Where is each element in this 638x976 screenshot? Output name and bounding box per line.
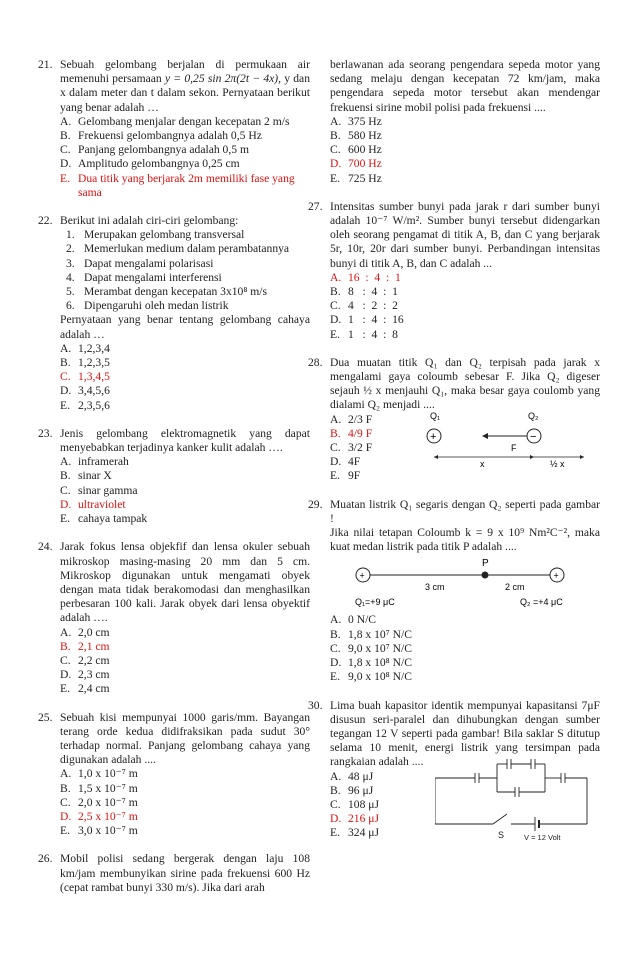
question-stem: Lima buah kapasitor identik mempunyai kapasitansi 7μF disusun seri-paralel dan dihubungkan dengan sumber tegangan 12 V seperti pada gambar! Bila saklar S ditutup selama 10 menit, energi listrik yang tersimpan pada rangkaian adalah .... bbox=[330, 698, 600, 769]
option-a[interactable]: A. 48 μJ bbox=[330, 769, 374, 783]
right-column bbox=[308, 58, 600, 856]
option-b[interactable]: B. 1,2,3,5 bbox=[60, 356, 110, 370]
option-c[interactable]: C. 2,2 cm bbox=[60, 653, 110, 667]
option-c[interactable]: C. 600 Hz bbox=[330, 143, 382, 157]
option-b-correct[interactable]: B. 2,1 cm bbox=[60, 639, 110, 653]
question-number: 22. bbox=[38, 214, 53, 228]
option-c[interactable]: C. 2,0 x 10⁻⁷ m bbox=[60, 795, 138, 809]
question-number: 24. bbox=[38, 540, 53, 554]
option-a[interactable]: A. 0 N/C bbox=[330, 613, 377, 627]
switch-s bbox=[493, 814, 507, 824]
option-d-correct[interactable]: D. 216 μJ bbox=[330, 812, 380, 826]
option-b[interactable]: B. 580 Hz bbox=[330, 129, 382, 143]
question-stem: Berikut ini adalah ciri-ciri gelombang: bbox=[60, 214, 239, 228]
option-c[interactable]: C. 9,0 x 10⁷ N/C bbox=[330, 641, 412, 655]
question-28 bbox=[308, 355, 600, 484]
option-b[interactable]: B. sinar X bbox=[60, 469, 112, 483]
option-c[interactable]: C. 3/2 F bbox=[330, 441, 373, 455]
option-e[interactable]: E. 725 Hz bbox=[330, 171, 382, 185]
list-item: 2. Memerlukan medium dalam perambatannya bbox=[66, 242, 290, 256]
question-26-continued bbox=[330, 58, 600, 186]
capacitor-circuit-diagram bbox=[435, 756, 595, 842]
left-column bbox=[38, 58, 310, 909]
question-stem: Intensitas sumber bunyi pada jarak r dari sumber bunyi adalah 10⁻⁷ W/m². Sumber bunyi tersebut didengarkan oleh seorang pengamat di titik A, B, dan C yang berjarak 5r, 10r, 20r dari sumber bunyi. Perbandingan intensitas bunyi di titik A, B, dan C adalah ... bbox=[330, 199, 600, 270]
options-list bbox=[60, 626, 310, 697]
options-list bbox=[60, 115, 310, 200]
option-b[interactable]: B. 1,8 x 10⁷ N/C bbox=[330, 627, 412, 641]
option-a[interactable]: A. inframerah bbox=[60, 455, 129, 469]
question-25 bbox=[38, 710, 310, 839]
option-a[interactable]: A. 1,0 x 10⁻⁷ m bbox=[60, 767, 138, 781]
voltage-label: V = 12 Volt bbox=[524, 832, 561, 842]
option-a[interactable]: A. Gelombang menjalar dengan kecepatan 2 m/s bbox=[60, 114, 290, 128]
option-d[interactable]: D. 4F bbox=[330, 455, 361, 469]
question-stem-continued: berlawanan ada seorang pengendara sepeda motor yang sedang melaju dengan kecepatan 72 km/jam, maka pengendara sepeda motor tersebut akan mendengar frekuensi sirine mobil polisi pada frekuensi .... bbox=[330, 58, 600, 114]
question-stem: Jenis gelombang elektromagnetik yang dapat menyebabkan terjadinya kanker kulit adalah …. bbox=[60, 426, 310, 455]
question-21 bbox=[38, 58, 310, 200]
options-list bbox=[60, 767, 310, 838]
question-stem: Muatan listrik Q₁ segaris dengan Q₂ seperti pada gambar ! bbox=[330, 497, 600, 525]
point-p-label: P bbox=[482, 558, 489, 570]
option-d[interactable]: D. 1 : 4 : 16 bbox=[330, 313, 404, 327]
list-item: 6. Dipengaruhi oleh medan listrik bbox=[66, 299, 229, 313]
plus-sign: + bbox=[430, 430, 437, 443]
question-22 bbox=[38, 214, 310, 413]
option-b-correct[interactable]: B. 4/9 F bbox=[330, 426, 373, 440]
list-item: 1. Merupakan gelombang transversal bbox=[66, 228, 245, 242]
list-item: 5. Merambat dengan kecepatan 3x10⁸ m/s bbox=[66, 285, 268, 299]
plus-sign: + bbox=[553, 570, 559, 581]
options-list bbox=[60, 455, 310, 526]
option-b[interactable]: B. 8 : 4 : 1 bbox=[330, 285, 398, 299]
option-a[interactable]: A. 2,0 cm bbox=[60, 625, 110, 639]
question-number: 29. bbox=[308, 497, 323, 511]
question-number: 28. bbox=[308, 355, 323, 369]
force-arrowhead bbox=[482, 433, 488, 439]
option-e-correct[interactable]: E. Dua titik yang berjarak 2m memiliki fase yang sama bbox=[60, 171, 295, 199]
distance-half-x-label: ½ x bbox=[550, 458, 565, 469]
option-c[interactable]: C. sinar gamma bbox=[60, 483, 138, 497]
numbered-list bbox=[60, 228, 310, 313]
question-29 bbox=[308, 497, 600, 685]
option-a[interactable]: A. 2/3 F bbox=[330, 412, 373, 426]
option-d[interactable]: D. 1,8 x 10⁸ N/C bbox=[330, 656, 412, 670]
question-number: 25. bbox=[38, 710, 53, 724]
question-23 bbox=[38, 426, 310, 526]
arrowhead bbox=[530, 455, 534, 459]
q2-label: Q₂ bbox=[528, 410, 539, 421]
arrowhead bbox=[434, 455, 438, 459]
option-e[interactable]: E. 1 : 4 : 8 bbox=[330, 327, 398, 341]
question-number: 27. bbox=[308, 199, 323, 213]
question-26 bbox=[38, 852, 310, 895]
option-e[interactable]: E. 2,3,5,6 bbox=[60, 398, 110, 412]
distance-label: 3 cm bbox=[425, 582, 445, 593]
option-e[interactable]: E. 9F bbox=[330, 469, 361, 483]
list-item: 4. Dapat mengalami interferensi bbox=[66, 270, 222, 284]
option-e[interactable]: E. 9,0 x 10⁸ N/C bbox=[330, 670, 412, 684]
option-c[interactable]: C. 4 : 2 : 2 bbox=[330, 299, 398, 313]
distance-x-label: x bbox=[480, 458, 485, 469]
question-30 bbox=[308, 698, 600, 842]
option-e[interactable]: E. cahaya tampak bbox=[60, 512, 148, 526]
arrowhead bbox=[580, 455, 584, 459]
option-a-correct[interactable]: A. 16 : 4 : 1 bbox=[330, 270, 401, 284]
option-a[interactable]: A. 1,2,3,4 bbox=[60, 341, 110, 355]
option-d[interactable]: D. Amplitudo gelombangnya 0,25 cm bbox=[60, 157, 240, 171]
option-d-correct[interactable]: D. 2,5 x 10⁻⁷ m bbox=[60, 809, 138, 823]
q1-label: Q₁ bbox=[430, 410, 441, 421]
option-d-correct[interactable]: D. 700 Hz bbox=[330, 157, 382, 171]
option-d[interactable]: D. 2,3 cm bbox=[60, 668, 110, 682]
q1-value-label: Q₁=+9 μC bbox=[355, 597, 395, 608]
options-list bbox=[60, 342, 310, 413]
q2-value-label: Q₂ =+4 μC bbox=[520, 597, 563, 608]
options-list bbox=[330, 413, 372, 484]
equation: y = 0,25 sin 2π(2t − 4x), bbox=[164, 72, 282, 86]
option-c[interactable]: C. Panjang gelombangnya adalah 0,5 m bbox=[60, 143, 249, 157]
options-list bbox=[330, 770, 379, 841]
question-stem: Sebuah kisi mempunyai 1000 garis/mm. Bayangan terang orde kedua didifraksikan pada sudut 30° terhadap normal. Panjang gelombang cahaya yang digunakan adalah .... bbox=[60, 710, 310, 767]
option-b[interactable]: B. Frekuensi gelombangnya adalah 0,5 Hz bbox=[60, 129, 262, 143]
question-number: 30. bbox=[308, 698, 323, 712]
switch-label: S bbox=[498, 829, 505, 840]
option-e[interactable]: E. 324 μJ bbox=[330, 826, 380, 840]
question-stem: Jarak fokus lensa objekfif dan lensa okuler sebuah mikroskop masing-masing 20 mm dan 5 cm. Mikroskop digunakan untuk mengamati obyek dengan mata tidak berakomodasi dan menghasilkan perbesaran 100 kali. Jarak obyek dari lensa obyektif adalah …. bbox=[60, 540, 310, 625]
options-list bbox=[330, 613, 600, 684]
point-p bbox=[482, 572, 489, 579]
option-a[interactable]: A. 375 Hz bbox=[330, 114, 382, 128]
question-stem: Mobil polisi sedang bergerak dengan laju 108 km/jam membunyikan sirine pada frekuensi 600 Hz (cepat rambat bunyi 330 m/s). Jika dari arah bbox=[60, 852, 310, 894]
option-b[interactable]: B. 96 μJ bbox=[330, 783, 374, 797]
question-number: 26. bbox=[38, 852, 53, 866]
charges-diagram bbox=[410, 409, 600, 477]
list-item: 3. Dapat mengalami polarisasi bbox=[66, 256, 214, 270]
plus-sign: + bbox=[359, 570, 365, 581]
distance-label: 2 cm bbox=[505, 582, 525, 593]
option-c-correct[interactable]: C. 1,3,4,5 bbox=[60, 370, 110, 384]
question-stem-2: Pernyataan yang benar tentang gelombang cahaya adalah … bbox=[60, 313, 310, 341]
question-24 bbox=[38, 540, 310, 696]
question-27 bbox=[308, 199, 600, 342]
option-b[interactable]: B. 1,5 x 10⁻⁷ m bbox=[60, 781, 138, 795]
option-c[interactable]: C. 108 μJ bbox=[330, 797, 380, 811]
force-label: F bbox=[511, 442, 517, 453]
minus-sign: − bbox=[530, 430, 537, 443]
question-stem-2: Jika nilai tetapan Coloumb k = 9 x 10⁹ Nm²C⁻², maka kuat medan listrik pada titik P adalah .... bbox=[330, 526, 600, 554]
options-list bbox=[330, 115, 600, 186]
question-stem: Sebuah gelombang berjalan di permukaan air memenuhi persamaan y = 0,25 sin 2π(2t − 4x), y dan x dalam meter dan t dalam sekon. Pernyataan berikut yang benar adalah … bbox=[60, 58, 310, 114]
option-d-correct[interactable]: D. ultraviolet bbox=[60, 497, 126, 511]
question-number: 23. bbox=[38, 426, 53, 440]
options-list bbox=[330, 271, 600, 342]
option-e[interactable]: E. 2,4 cm bbox=[60, 682, 110, 696]
electric-field-diagram bbox=[330, 557, 590, 609]
question-stem: Dua muatan titik Q₁ dan Q₂ terpisah pada jarak x mengalami gaya coloumb sebesar F. Jika Q₂ digeser sejauh ½ x menjauhi Q₁, maka besar gaya coulomb yang dialami Q₂ menjadi .... bbox=[330, 355, 600, 412]
option-e[interactable]: E. 3,0 x 10⁻⁷ m bbox=[60, 824, 138, 838]
option-d[interactable]: D. 3,4,5,6 bbox=[60, 384, 110, 398]
question-number: 21. bbox=[38, 58, 53, 71]
